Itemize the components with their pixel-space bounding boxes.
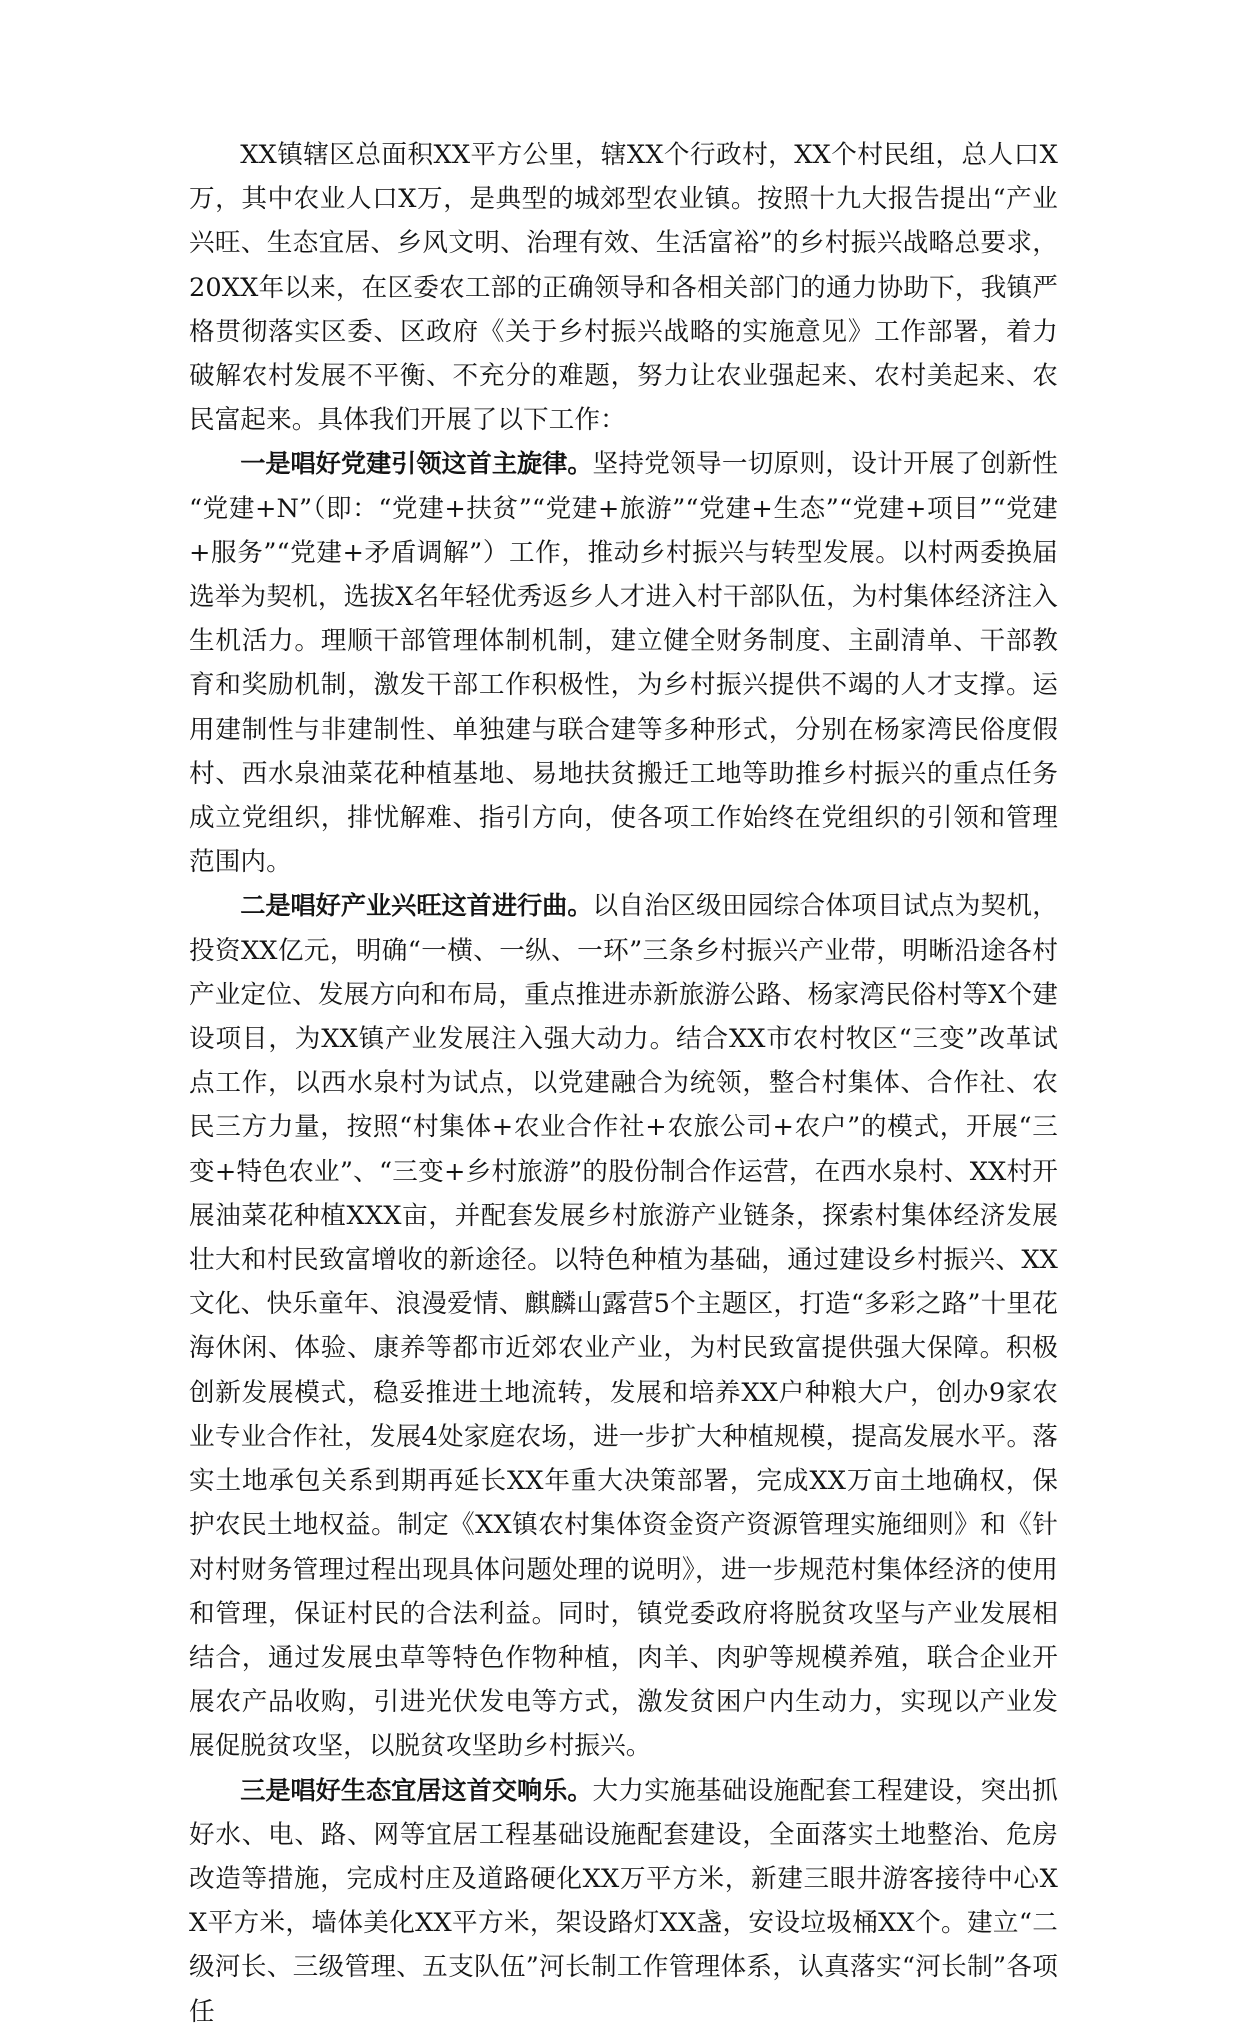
paragraph-intro-text: XX镇辖区总面积XX平方公里，辖XX个行政村，XX个村民组，总人口X万，其中农业人口X万，是典型的城郊型农业镇。按照十九大报告提出“产业兴旺、生态宜居、乡风文明、治理有效、生活富裕”的乡村振兴战略总要求，20XX年以来，在区委农工部的正确领导和各相关部门的通力协助下，我镇严格贯彻落实区委、区政府《关于乡村振兴战略的实施意见》工作部署，着力破解农村发展不平衡、不充分的难题，努力让农业强起来、农村美起来、农民富起来。具体我们开展了以下工作： bbox=[189, 140, 1058, 436]
section-three-text: 大力实施基础设施配套工程建设，突出抓好水、电、路、网等宜居工程基础设施配套建设，全面落实土地整治、危房改造等措施，完成村庄及道路硬化XX万平方米，新建三眼井游客接待中心XX平方米，墙体美化XX平方米，架设路灯XX盏，安设垃圾桶XX个。建立“二级河长、三级管理、五支队伍”河长制工作管理体系，认真落实“河长制”各项任 bbox=[189, 1775, 1058, 2027]
section-three-lead: 三是唱好生态宜居这首交响乐。 bbox=[240, 1775, 593, 1805]
section-two-text: 以自治区级田园综合体项目试点为契机，投资XX亿元，明确“一横、一纵、一环”三条乡村振兴产业带，明晰沿途各村产业定位、发展方向和布局，重点推进赤新旅游公路、杨家湾民俗村等X个建设项目，为XX镇产业发展注入强大动力。结合XX市农村牧区“三变”改革试点工作，以西水泉村为试点，以党建融合为统领，整合村集体、合作社、农民三方力量，按照“村集体+农业合作社+农旅公司+农户”的模式，开展“三变+特色农业”、“三变+乡村旅游”的股份制合作运营，在西水泉村、XX村开展油菜花种植XXX亩，并配套发展乡村旅游产业链条，探索村集体经济发展壮大和村民致富增收的新途径。以特色种植为基础，通过建设乡村振兴、XX文化、快乐童年、浪漫爱情、麒麟山露营5个主题区，打造“多彩之路”十里花海休闲、体验、康养等都市近郊农业产业，为村民致富提供强大保障。积极创新发展模式，稳妥推进土地流转，发展和培养XX户种粮大户，创办9家农业专业合作社，发展4处家庭农场，进一步扩大种植规模，提高发展水平。落实土地承包关系到期再延长XX年重大决策部署，完成XX万亩土地确权，保护农民土地权益。制定《XX镇农村集体资金资产资源管理实施细则》和《针对村财务管理过程出现具体问题处理的说明》，进一步规范村集体经济的使用和管理，保证村民的合法利益。同时，镇党委政府将脱贫攻坚与产业发展相结合，通过发展虫草等特色作物种植，肉羊、肉驴等规模养殖，联合企业开展农产品收购，引进光伏发电等方式，激发贫困户内生动力，实现以产业发展促脱贫攻坚，以脱贫攻坚助乡村振兴。 bbox=[189, 891, 1058, 1762]
document-body bbox=[189, 133, 1058, 2034]
paragraph-section-one bbox=[189, 442, 1058, 884]
section-one-lead: 一是唱好党建引领这首主旋律。 bbox=[240, 449, 593, 479]
paragraph-section-two bbox=[189, 884, 1058, 1768]
section-two-lead: 二是唱好产业兴旺这首进行曲。 bbox=[240, 891, 593, 921]
section-one-text: 坚持党领导一切原则，设计开展了创新性“党建+N”（即：“党建+扶贫”“党建+旅游”“党建+生态”“党建+项目”“党建+服务”“党建+矛盾调解”）工作，推动乡村振兴与转型发展。以村两委换届选举为契机，选拔X名年轻优秀返乡人才进入村干部队伍，为村集体经济注入生机活力。理顺干部管理体制机制，建立健全财务制度、主副清单、干部教育和奖励机制，激发干部工作积极性，为乡村振兴提供不竭的人才支撑。运用建制性与非建制性、单独建与联合建等多种形式，分别在杨家湾民俗度假村、西水泉油菜花种植基地、易地扶贫搬迁工地等助推乡村振兴的重点任务成立党组织，排忧解难、指引方向，使各项工作始终在党组织的引领和管理范围内。 bbox=[189, 449, 1058, 878]
paragraph-section-three bbox=[189, 1769, 1058, 2034]
paragraph-intro bbox=[189, 133, 1058, 442]
